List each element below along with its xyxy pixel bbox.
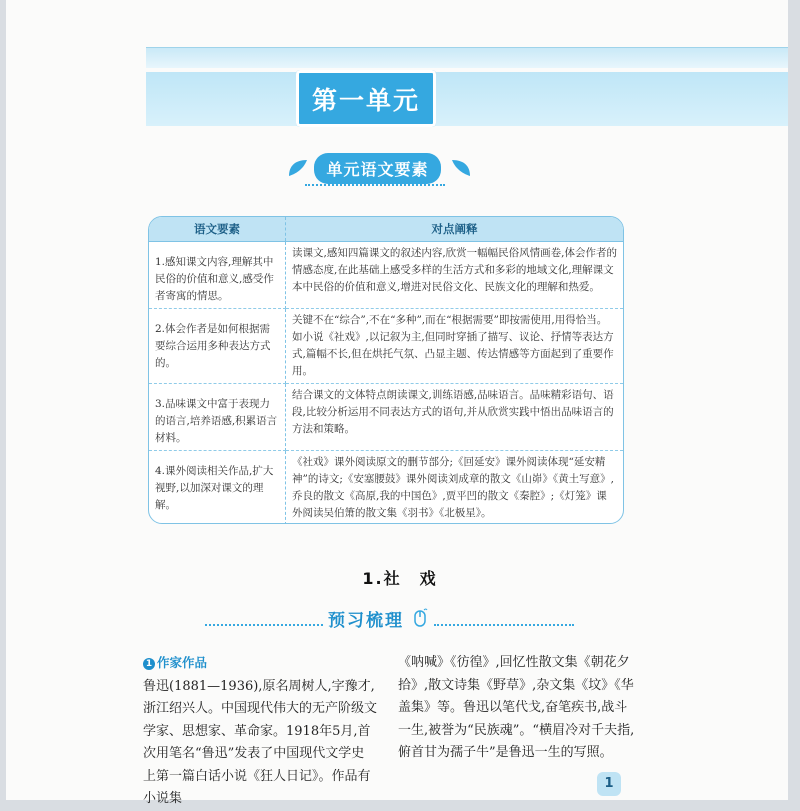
author-right-column — [398, 652, 638, 765]
author-left-text: 鲁迅(1881—1936),原名周树人,字豫才,浙江绍兴人。中国现代伟大的无产阶级文学家、思想家、革命家。1918年5月,首次用笔名“鲁迅”发表了中国现代文学史上第一篇白话小说《狂人日记》。作品有小说集 — [143, 678, 378, 806]
preview-heading: 预习梳理 — [328, 611, 404, 631]
unit-banner — [146, 72, 788, 126]
author-number-badge: 1 — [143, 658, 155, 670]
table-header-element: 语文要素 — [149, 217, 286, 242]
author-right-text: 《呐喊》《彷徨》,回忆性散文集《朝花夕拾》,散文诗集《野草》,杂文集《坟》《华盖集》等。鲁迅以笔代戈,奋笔疾书,战斗一生,被誉为“民族魂”。“横眉冷对千夫指,俯首甘为孺子牛”是鲁迅一生的写照。 — [398, 655, 635, 760]
table-row — [149, 451, 623, 525]
element-cell: 1.感知课文内容,理解其中民俗的价值和意义,感受作者寄寓的情思。 — [149, 242, 286, 309]
unit-title: 第一单元 — [296, 70, 436, 127]
page-number: 1 — [597, 772, 621, 796]
element-cell: 4.课外阅读相关作品,扩大视野,以加深对课文的理解。 — [149, 451, 286, 525]
author-heading-label: 作家作品 — [157, 655, 208, 670]
explanation-cell: 《社戏》课外阅读原文的删节部分;《回延安》课外阅读体现“延安精神”的诗文;《安塞腰鼓》课外阅读刘成章的散文《山峁》《黄土写意》,乔良的散文《高原,我的中国色》,贾平凹的散文《秦腔》;《灯笼》课外阅读吴伯箫的散文集《羽书》《北极星》。 — [292, 456, 614, 519]
explanation-cell: 结合课文的文体特点朗读课文,训练语感,品味语言。品味精彩语句、语段,比较分析运用不同表达方式的语句,并从欣赏实践中悟出品味语言的方法和策略。 — [286, 384, 624, 451]
author-left-column — [143, 652, 377, 811]
table-row — [149, 384, 623, 451]
preview-right-line — [434, 624, 574, 626]
section-heading-label: 单元语文要素 — [314, 153, 440, 184]
explanation-cell: 读课文,感知四篇课文的叙述内容,欣赏一幅幅民俗风情画卷,体会作者的情感态度,在此基础上感受多样的生活方式和多彩的地域文化,理解课文本中民俗的价值和意义,增进对民俗文化、民族文化的理解和热爱。 — [286, 242, 624, 309]
element-cell: 2.体会作者是如何根据需要综合运用多种表达方式的。 — [149, 309, 286, 384]
author-heading — [143, 655, 207, 670]
right-leaf-icon — [450, 156, 474, 180]
elements-table — [148, 216, 624, 524]
explanation-cell: 关键不在“综合”,不在“多种”,而在“根据需要”即按需使用,用得恰当。如小说《社戏》,以记叙为主,但同时穿插了描写、议论、抒情等表达方式,篇幅不长,但在烘托气氛、凸显主题、传达情感等方面起到了重要作用。 — [286, 309, 624, 384]
table-header-explanation: 对点阐释 — [286, 217, 624, 242]
lesson-title: 1.社 戏 — [362, 569, 438, 588]
element-cell: 3.品味课文中富于表现力的语言,培养语感,积累语言材料。 — [149, 384, 286, 451]
preview-left-line — [205, 624, 323, 626]
section-heading — [295, 150, 460, 186]
table-row — [149, 309, 623, 384]
section-underline — [305, 184, 445, 186]
mouse-icon — [414, 608, 428, 628]
table-row — [149, 242, 623, 309]
top-decorative-band — [146, 47, 788, 68]
